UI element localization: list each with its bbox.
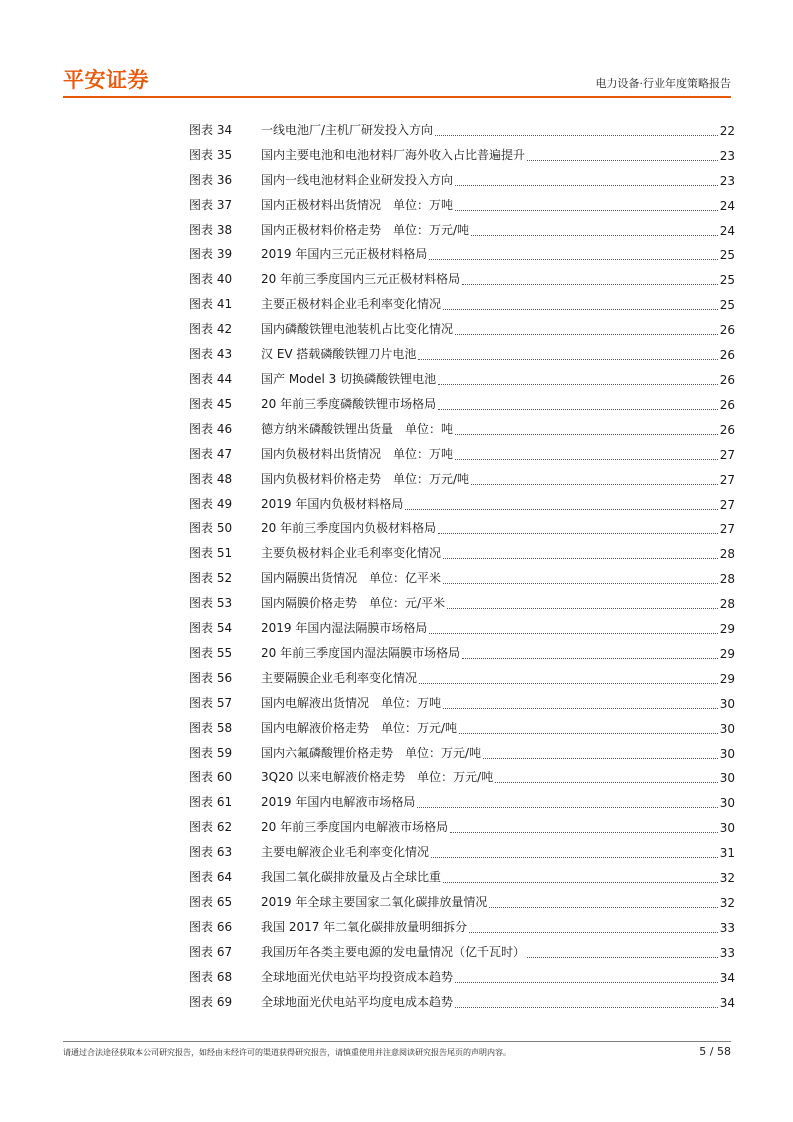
toc-entry-label: 图表 61	[189, 795, 233, 810]
toc-entry-label: 图表 68	[189, 969, 233, 984]
dot-leader	[455, 171, 718, 186]
toc-entry-page: 29	[719, 646, 735, 661]
toc-entry-label: 图表 47	[189, 446, 233, 461]
dot-leader	[527, 146, 718, 161]
toc-entry-page: 28	[719, 572, 735, 587]
toc-entry-label: 图表 67	[189, 944, 233, 959]
toc-entry-title[interactable]: 主要电解液企业毛利率变化情况	[261, 845, 430, 860]
toc-entry-page: 25	[719, 248, 735, 263]
toc-entry-title[interactable]: 我国历年各类主要电源的发电量情况（亿千瓦时）	[261, 944, 526, 959]
toc-entry-label: 图表 60	[189, 770, 233, 785]
toc-entry-title[interactable]: 一线电池厂/主机厂研发投入方向	[261, 122, 434, 137]
toc-entry[interactable]	[189, 387, 735, 412]
dot-leader	[419, 669, 718, 684]
toc-entry[interactable]	[189, 238, 735, 263]
toc-entry-label: 图表 38	[189, 222, 233, 237]
toc-entry-title[interactable]: 我国二氧化碳排放量及占全球比重	[261, 870, 442, 885]
toc-entry-page: 24	[719, 198, 735, 213]
toc-entry-page: 30	[719, 696, 735, 711]
dot-leader	[455, 993, 718, 1008]
toc-entry-page: 30	[719, 821, 735, 836]
toc-entry-label: 图表 58	[189, 720, 233, 735]
toc-entry-label: 图表 65	[189, 895, 233, 909]
toc-entry[interactable]	[189, 711, 735, 736]
toc-entry-page: 29	[719, 622, 735, 637]
toc-entry-page: 30	[719, 721, 735, 736]
toc-entry[interactable]	[189, 935, 735, 960]
toc-entry[interactable]	[189, 163, 735, 188]
toc-entry[interactable]	[189, 860, 735, 885]
toc-entry-label: 图表 66	[189, 919, 233, 934]
dot-leader	[462, 270, 718, 285]
toc-entry-page: 27	[719, 447, 735, 462]
toc-entry-page: 27	[719, 497, 735, 512]
toc-entry-title[interactable]: 主要负极材料企业毛利率变化情况	[261, 546, 442, 561]
toc-entry-label: 图表 41	[189, 297, 233, 312]
toc-entry-page: 25	[719, 298, 735, 313]
toc-entry[interactable]	[189, 536, 735, 561]
toc-entry-title[interactable]: 3Q20 以来电解液价格走势 单位：万元/吨	[261, 770, 494, 785]
dot-leader	[469, 918, 718, 933]
toc-entry-page: 26	[719, 348, 735, 363]
toc-entry-label: 图表 46	[189, 421, 233, 436]
toc-entry-title[interactable]: 20 年前三季度国内三元正极材料格局	[261, 272, 461, 287]
dot-leader	[418, 345, 717, 360]
toc-entry-label: 图表 49	[189, 496, 233, 511]
toc-entry[interactable]	[189, 561, 735, 586]
dot-leader	[447, 594, 718, 609]
toc-entry-title[interactable]: 20 年前三季度国内湿法隔膜市场格局	[261, 645, 461, 660]
dot-leader	[429, 619, 717, 634]
toc-entry[interactable]	[189, 736, 735, 761]
dot-leader	[443, 868, 718, 883]
toc-entry-page: 26	[719, 372, 735, 387]
toc-entry-title[interactable]: 2019 年国内湿法隔膜市场格局	[261, 621, 428, 636]
toc-entry-page: 33	[719, 920, 735, 935]
toc-entry-label: 图表 43	[189, 347, 233, 362]
toc-entry[interactable]	[189, 362, 735, 387]
toc-entry-title[interactable]: 20 年前三季度磷酸铁锂市场格局	[261, 396, 437, 411]
page-number: 5 / 58	[699, 1045, 731, 1058]
toc-entry-page: 27	[719, 472, 735, 487]
toc-entry-page: 23	[719, 173, 735, 188]
toc-entry-label: 图表 63	[189, 845, 233, 860]
dot-leader	[435, 121, 718, 136]
dot-leader	[455, 320, 718, 335]
toc-entry[interactable]	[189, 213, 735, 238]
toc-entry-page: 28	[719, 597, 735, 612]
toc-entry-title[interactable]: 2019 年国内电解液市场格局	[261, 795, 416, 810]
toc-entry-page: 30	[719, 771, 735, 786]
toc-entry[interactable]	[189, 785, 735, 810]
toc-entry-label: 图表 52	[189, 571, 233, 586]
dot-leader	[443, 295, 718, 310]
toc-entry-page: 31	[719, 846, 735, 861]
dot-leader	[431, 843, 718, 858]
toc-entry-title[interactable]: 国内负极材料价格走势 单位：万元/吨	[261, 471, 470, 486]
dot-leader	[438, 370, 718, 385]
toc-entry-label: 图表 50	[189, 521, 233, 536]
toc-entry-label: 图表 55	[189, 645, 233, 660]
dot-leader	[455, 445, 718, 460]
toc-entry[interactable]	[189, 512, 735, 537]
toc-entry-title[interactable]: 全球地面光伏电站平均度电成本趋势	[261, 994, 454, 1009]
toc-entry[interactable]	[189, 337, 735, 362]
toc-entry[interactable]	[189, 885, 735, 910]
toc-entry-title[interactable]: 国内隔膜价格走势 单位：元/平米	[261, 596, 446, 611]
dot-leader	[443, 569, 718, 584]
toc-entry-page: 25	[719, 273, 735, 288]
toc-entry-page: 32	[719, 896, 735, 910]
toc-entry-page: 32	[719, 871, 735, 886]
dot-leader	[489, 893, 717, 908]
report-title: 电力设备·行业年度策略报告	[595, 77, 731, 90]
header-divider	[63, 96, 731, 98]
dot-leader	[527, 943, 718, 958]
toc-entry-label: 图表 35	[189, 147, 233, 162]
toc-entry[interactable]	[189, 985, 735, 1010]
dot-leader	[438, 395, 718, 410]
toc-entry-title[interactable]: 2019 年全球主要国家二氧化碳排放量情况	[261, 895, 488, 909]
brand-logo: 平安证券	[63, 68, 149, 92]
footer-divider	[63, 1041, 731, 1042]
toc-entry[interactable]	[189, 113, 735, 138]
toc-entry-page: 22	[719, 123, 735, 138]
toc-entry-page: 23	[719, 148, 735, 163]
toc-entry-title[interactable]: 国内电解液出货情况 单位：万吨	[261, 695, 442, 710]
toc-entry-label: 图表 39	[189, 247, 233, 262]
dot-leader	[455, 420, 718, 435]
footer-disclaimer: 请通过合法途径获取本公司研究报告，如经由未经许可的渠道获得研究报告，请慎重使用并注意阅读研究报告尾页的声明内容。	[63, 1048, 511, 1057]
dot-leader	[483, 744, 718, 759]
toc-entry-page: 30	[719, 746, 735, 761]
toc-entry-label: 图表 34	[189, 122, 233, 137]
toc-entry-label: 图表 62	[189, 820, 233, 835]
toc-entry[interactable]	[189, 287, 735, 312]
toc-entry-label: 图表 69	[189, 994, 233, 1009]
toc-entry-label: 图表 53	[189, 596, 233, 611]
toc-entry-title[interactable]: 2019 年国内负极材料格局	[261, 496, 404, 511]
toc-entry-title[interactable]: 我国 2017 年二氧化碳排放量明细拆分	[261, 919, 468, 934]
toc-entry-title[interactable]: 20 年前三季度国内负极材料格局	[261, 521, 437, 536]
toc-entry-title[interactable]: 国内电解液价格走势 单位：万元/吨	[261, 720, 458, 735]
toc-entry-title[interactable]: 国内隔膜出货情况 单位：亿平米	[261, 571, 442, 586]
toc-entry-label: 图表 57	[189, 695, 233, 710]
toc-entry[interactable]	[189, 586, 735, 611]
toc-entry-title[interactable]: 国内六氟磷酸锂价格走势 单位：万元/吨	[261, 745, 482, 760]
toc-entry-label: 图表 59	[189, 745, 233, 760]
toc-entry[interactable]	[189, 761, 735, 786]
dot-leader	[405, 495, 717, 510]
toc-entry-label: 图表 51	[189, 546, 233, 561]
toc-entry-label: 图表 64	[189, 870, 233, 885]
dot-leader	[495, 768, 718, 783]
dot-leader	[455, 196, 718, 211]
toc-entry[interactable]	[189, 636, 735, 661]
table-of-figures	[189, 113, 735, 1010]
dot-leader	[443, 544, 718, 559]
toc-entry-page: 33	[719, 945, 735, 960]
dot-leader	[417, 793, 717, 808]
toc-entry-title[interactable]: 汉 EV 搭载磷酸铁锂刀片电池	[261, 347, 417, 362]
toc-entry-page: 26	[719, 422, 735, 437]
toc-entry[interactable]	[189, 412, 735, 437]
toc-entry-title[interactable]: 国产 Model 3 切换磷酸铁锂电池	[261, 371, 437, 386]
toc-entry-title[interactable]: 国内主要电池和电池材料厂海外收入占比普遍提升	[261, 147, 526, 162]
toc-entry[interactable]	[189, 910, 735, 935]
dot-leader	[450, 818, 718, 833]
toc-entry[interactable]	[189, 810, 735, 835]
toc-entry-title[interactable]: 全球地面光伏电站平均投资成本趋势	[261, 969, 454, 984]
toc-entry[interactable]	[189, 437, 735, 462]
toc-entry-page: 34	[719, 995, 735, 1010]
toc-entry-page: 26	[719, 397, 735, 412]
dot-leader	[462, 644, 718, 659]
toc-entry-title[interactable]: 德方纳米磷酸铁锂出货量 单位：吨	[261, 421, 454, 436]
toc-entry-label: 图表 44	[189, 371, 233, 386]
toc-entry-title[interactable]: 主要隔膜企业毛利率变化情况	[261, 670, 418, 685]
toc-entry[interactable]	[189, 661, 735, 686]
toc-entry-title[interactable]: 国内磷酸铁锂电池装机占比变化情况	[261, 322, 454, 337]
toc-entry-title[interactable]: 国内一线电池材料企业研发投入方向	[261, 172, 454, 187]
toc-entry-title[interactable]: 20 年前三季度国内电解液市场格局	[261, 820, 449, 835]
toc-entry[interactable]	[189, 462, 735, 487]
toc-entry-title[interactable]: 2019 年国内三元正极材料格局	[261, 247, 428, 262]
toc-entry-page: 30	[719, 796, 735, 811]
toc-entry-page: 27	[719, 522, 735, 537]
toc-entry-label: 图表 37	[189, 197, 233, 212]
toc-entry-label: 图表 56	[189, 670, 233, 685]
toc-entry-title[interactable]: 主要正极材料企业毛利率变化情况	[261, 297, 442, 312]
dot-leader	[459, 719, 718, 734]
toc-entry[interactable]	[189, 487, 735, 512]
dot-leader	[443, 694, 718, 709]
toc-entry-page: 24	[719, 223, 735, 238]
dot-leader	[455, 968, 718, 983]
toc-entry[interactable]	[189, 262, 735, 287]
toc-entry[interactable]	[189, 835, 735, 860]
dot-leader	[429, 245, 717, 260]
toc-entry[interactable]	[189, 686, 735, 711]
dot-leader	[438, 519, 718, 534]
toc-entry[interactable]	[189, 312, 735, 337]
toc-entry[interactable]	[189, 138, 735, 163]
toc-entry-label: 图表 36	[189, 172, 233, 187]
toc-entry-page: 34	[719, 970, 735, 985]
toc-entry-label: 图表 42	[189, 322, 233, 337]
toc-entry-label: 图表 54	[189, 621, 233, 636]
toc-entry-page: 28	[719, 547, 735, 562]
toc-entry-title[interactable]: 国内正极材料价格走势 单位：万元/吨	[261, 222, 470, 237]
toc-entry-title[interactable]: 国内正极材料出货情况 单位：万吨	[261, 197, 454, 212]
toc-entry-label: 图表 45	[189, 396, 233, 411]
toc-entry-page: 29	[719, 671, 735, 686]
toc-entry-label: 图表 40	[189, 272, 233, 287]
toc-entry[interactable]	[189, 960, 735, 985]
toc-entry[interactable]	[189, 611, 735, 636]
toc-entry-page: 26	[719, 323, 735, 338]
dot-leader	[471, 470, 718, 485]
toc-entry[interactable]	[189, 188, 735, 213]
toc-entry-title[interactable]: 国内负极材料出货情况 单位：万吨	[261, 446, 454, 461]
dot-leader	[471, 221, 718, 236]
toc-entry-label: 图表 48	[189, 471, 233, 486]
